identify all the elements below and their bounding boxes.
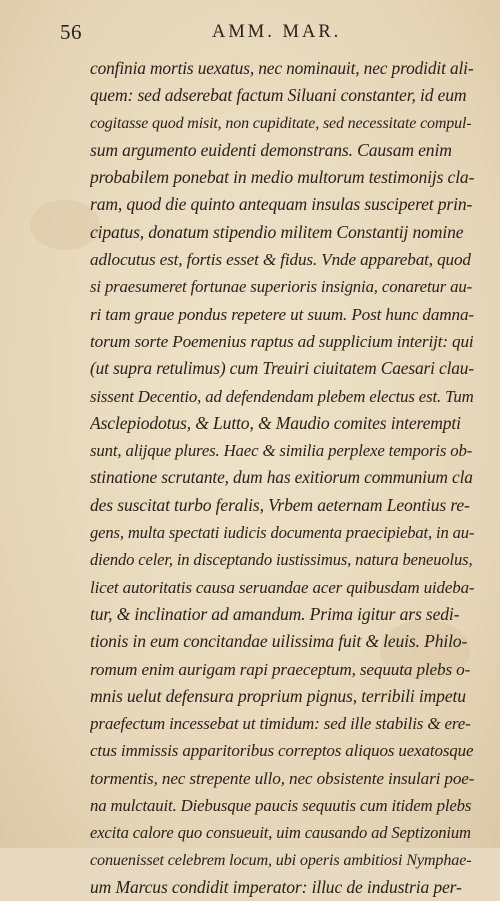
text-line: ctus immissis apparitoribus correptos aliquos uexatosque xyxy=(90,741,474,761)
text-line: adlocutus est, fortis esset & fidus. Vnde apparebat, quod xyxy=(90,250,471,270)
text-line: tur, & inclinatior ad amandum. Prima igitur ars sedi- xyxy=(90,603,460,624)
text-line: excita calore quo consueuit, uim causando ad Septizonium xyxy=(90,823,471,843)
running-head: AMM. MAR. xyxy=(212,22,342,42)
page-number: 56 xyxy=(60,20,82,44)
text-line: licet autoritatis causa seruandae acer quibusdam uideba- xyxy=(90,577,474,597)
text-line: cogitasse quod misit, non cupiditate, sed necessitate compul- xyxy=(90,114,472,132)
body-text xyxy=(90,55,474,901)
text-line: na mulctauit. Diebusque paucis sequutis cum itidem plebs xyxy=(90,796,472,816)
text-line: ri tam graue pondus repetere ut suum. Post hunc damna- xyxy=(90,304,474,324)
text-line: praefectum incessebat ut timidum: sed ille stabilis & ere- xyxy=(90,714,471,734)
text-line: sunt, alijque plures. Haec & similia perplexe temporis ob- xyxy=(90,441,473,461)
text-line: quem: sed adserebat factum Siluani constanter, id eum xyxy=(90,85,467,106)
page-header xyxy=(60,17,442,49)
text-line: si praesumeret fortunae superioris insignia, conaretur au- xyxy=(90,277,473,297)
text-line: des suscitat turbo feralis, Vrbem aeternam Leontius re- xyxy=(90,494,470,515)
text-line: cipatus, donatum stipendio militem Constantij nomine xyxy=(90,221,464,242)
text-line: diendo celer, in disceptando iustissimus, natura beneuolus, xyxy=(90,550,473,570)
text-line: torum sorte Poemenius raptus ad supplicium interijt: qui xyxy=(90,331,474,351)
text-line: tormentis, nec strepente ullo, nec obsistente insulari poe- xyxy=(90,768,474,788)
text-line: stinatione scrutante, dum has exitiorum communium cla xyxy=(90,467,473,488)
text-line: ram, quod die quinto antequam insulas susciperet prin- xyxy=(90,194,473,215)
text-line: conuenisset celebrem locum, ubi operis ambitiosi Nymphae- xyxy=(90,850,472,869)
text-line: mnis uelut defensura proprium pignus, terribili impetu xyxy=(90,685,466,706)
text-line: gens, multa spectati iudicis documenta praecipiebat, in au- xyxy=(90,523,474,543)
text-line: sum argumento euidenti demonstrans. Causam enim xyxy=(90,139,452,160)
text-line: um Marcus condidit imperator: illuc de industria per- xyxy=(90,876,462,897)
text-line: confinia mortis uexatus, nec nominauit, nec prodidit ali- xyxy=(90,58,474,78)
text-line: Asclepiodotus, & Lutto, & Maudio comites interempti xyxy=(90,412,461,433)
text-line: tionis in eum concitandae uilissima fuit & leuis. Philo- xyxy=(90,631,468,652)
text-line: (ut supra retulimus) cum Treuiri ciuitatem Caesari clau- xyxy=(90,358,474,379)
text-line: romum enim aurigam rapi praeceptum, sequuta plebs o- xyxy=(90,659,471,679)
text-line: sissent Decentio, ad defendendam plebem electus est. Tum xyxy=(90,386,474,406)
text-line: probabilem ponebat in medio multorum testimonijs cla- xyxy=(90,167,474,188)
